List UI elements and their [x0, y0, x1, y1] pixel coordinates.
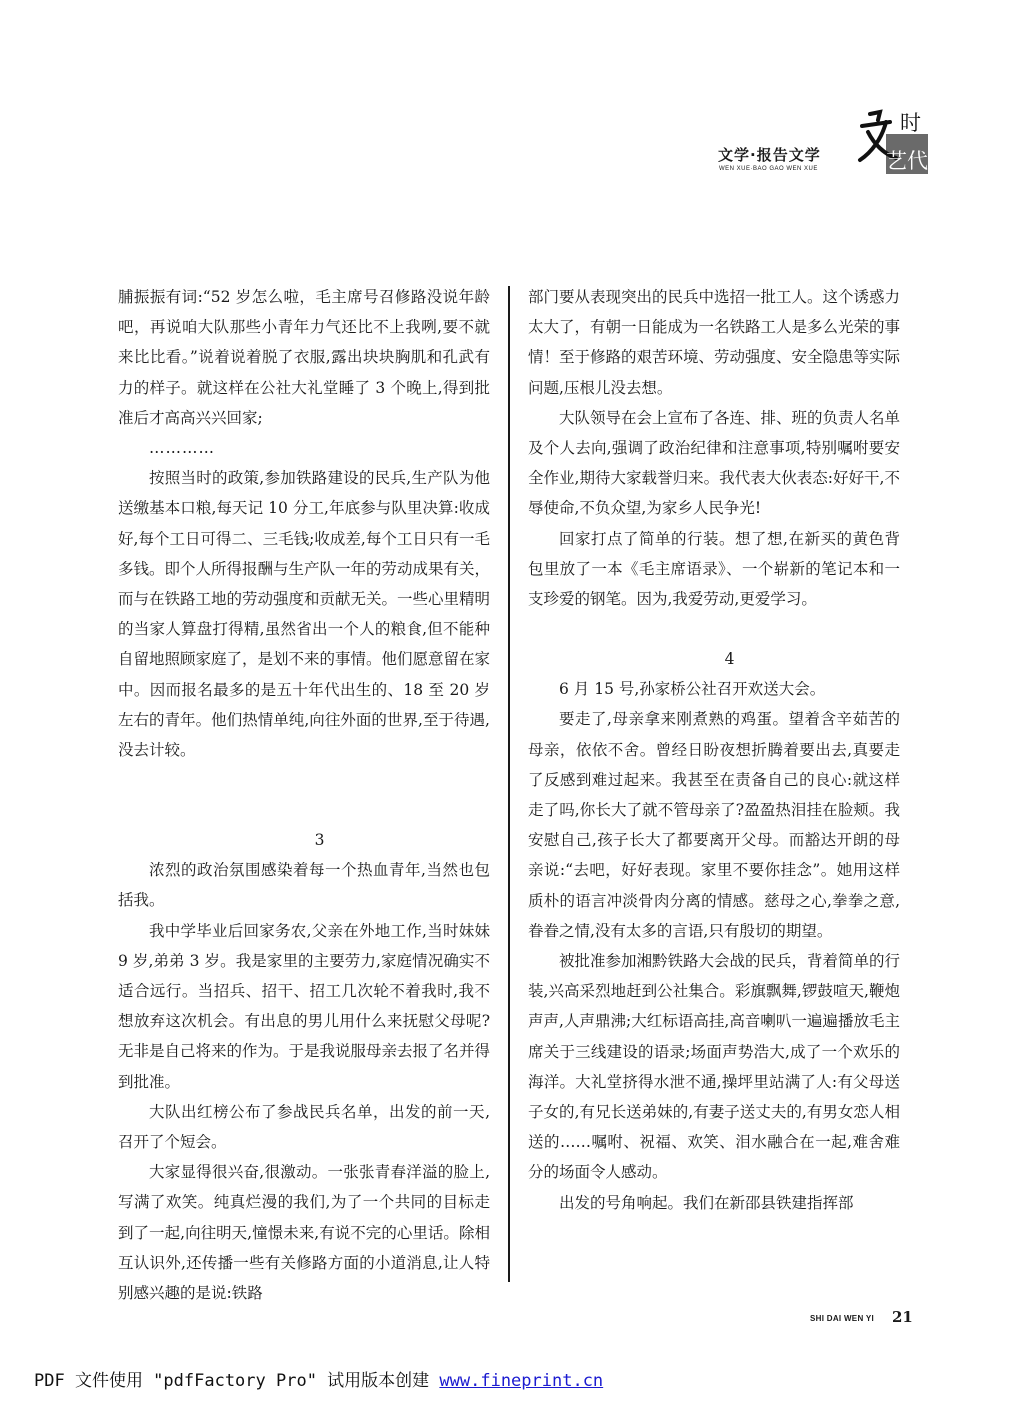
paragraph: 回家打点了简单的行装。想了想,在新买的黄色背包里放了一本《毛主席语录》、一个崭新的笔记本和一支珍爱的钢笔。因为,我爱劳动,更爱学习。	[528, 529, 900, 609]
svg-text:代: 代	[907, 149, 928, 173]
paragraph: 6 月 15 号,孙家桥公社召开欢送大会。	[559, 680, 826, 699]
paragraph: 我中学毕业后回家务农,父亲在外地工作,当时妹妹 9 岁,弟弟 3 岁。我是家里的主要劳力,家庭情况确实不适合远行。当招兵、招干、招工几次轮不着我时,我不想放弃这次机会。有出息的男儿用什么来抚慰父母呢?无非是自己将来的作为。于是我说服母亲去报了名并得到批准。	[118, 921, 491, 1091]
paragraph: 被批准参加湘黔铁路大会战的民兵，背着简单的行装,兴高采烈地赶到公社集合。彩旗飘舞,锣鼓喧天,鞭炮声声,人声鼎沸;大红标语高挂,高音喇叭一遍遍播放毛主席关于三线建设的语录;场面声势浩大,成了一个欢乐的海洋。大礼堂挤得水泄不通,操坪里站满了人:有父母送子女的,有兄长送弟妹的,有妻子送丈夫的,有男女恋人相送的……嘱咐、祝福、欢笑、泪水融合在一起,难舍难分的场面令人感动。	[528, 952, 901, 1182]
pdf-note-text: PDF 文件使用 "pdfFactory Pro" 试用版本创建	[34, 1371, 440, 1391]
paragraph: 大队领导在会上宣布了各连、排、班的负责人名单及个人去向,强调了政治纪律和注意事项,特别嘱咐要安全作业,期待大家载誉归来。我代表大伙表态:好好干,不辱使命,不负众望,为家乡人民争光!	[528, 408, 901, 518]
paragraph: 大家显得很兴奋,很激动。一张张青春洋溢的脸上,写满了欢笑。纯真烂漫的我们,为了一个共同的目标走到了一起,向往明天,憧憬未来,有说不完的心里话。除相互认识外,还传播一些有关修路方面的小道消息,让人特别感兴趣的是说:铁路	[118, 1163, 490, 1303]
ellipsis-line: …………	[149, 439, 215, 458]
left-column	[118, 282, 490, 1308]
right-column	[528, 282, 900, 1218]
column-divider	[508, 286, 510, 1282]
svg-text:艺: 艺	[886, 149, 907, 173]
paragraph: 部门要从表现突出的民兵中选招一批工人。这个诱惑力太大了，有朝一日能成为一名铁路工人是多么光荣的事情！至于修路的艰苦环境、劳动强度、安全隐患等实际问题,压根儿没去想。	[528, 288, 901, 397]
page-header	[718, 108, 928, 180]
footer-magazine-name: SHI DAI WEN YI	[810, 1314, 875, 1323]
fineprint-link[interactable]: www.fineprint.cn	[439, 1371, 604, 1391]
magazine-logo	[856, 108, 928, 178]
paragraph: 按照当时的政策,参加铁路建设的民兵,生产队为他送缴基本口粮,每天记 10 分工,年底参与队里决算:收成好,每个工日可得二、三毛钱;收成差,每个工日只有一毛多钱。即个人所得报酬与生产队一年的劳动成果有关，而与在铁路工地的劳动强度和贡献无关。一些心里精明的当家人算盘打得精,虽然省出一个人的粮食,但不能种自留地照顾家庭了，是划不来的事情。他们愿意留在家中。因而报名最多的是五十年代出生的、18 至 20 岁左右的青年。他们热情单纯,向往外面的世界,至于待遇,没去计较。	[118, 469, 491, 760]
section-heading-4: 4	[724, 650, 735, 669]
section-subtitle: WEN XUE·BAO GAO WEN XUE	[719, 166, 818, 172]
section-gap	[118, 765, 490, 825]
paragraph: 大队出红榜公布了参战民兵名单，出发的前一天,召开了个短会。	[118, 1102, 490, 1152]
section-heading-3: 3	[314, 831, 325, 850]
paragraph: 脯振振有词:“52 岁怎么啦，毛主席号召修路没说年龄吧，再说咱大队那些小青年力气还比不上我咧,要不就来比比看。”说着说着脱了衣服,露出块块胸肌和孔武有力的样子。就这样在公社大礼堂睡了 3 个晚上,得到批准后才高高兴兴回家;	[118, 288, 490, 427]
page-number: 21	[892, 1308, 913, 1326]
section-gap	[528, 614, 900, 644]
section-title: 文学·报告文学	[718, 146, 821, 164]
paragraph: 出发的号角响起。我们在新邵县铁建指挥部	[559, 1193, 854, 1212]
paragraph: 要走了,母亲拿来刚煮熟的鸡蛋。望着含辛茹苦的母亲，依依不舍。曾经日盼夜想折腾着要出去,真要走了反感到难过起来。我甚至在责备自己的良心:就这样走了吗,你长大了就不管母亲了?盈盈热泪挂在脸颊。我安慰自己,孩子长大了都要离开父母。而豁达开朗的母亲说:“去吧，好好表现。家里不要你挂念”。她用这样质朴的语言冲淡骨肉分离的情感。慈母之心,拳拳之意,眷眷之情,没有太多的言语,只有殷切的期望。	[528, 710, 900, 940]
svg-text:时: 时	[900, 111, 921, 135]
pdf-creator-note	[34, 1366, 603, 1391]
paragraph: 浓烈的政治氛围感染着每一个热血青年,当然也包括我。	[118, 861, 490, 910]
